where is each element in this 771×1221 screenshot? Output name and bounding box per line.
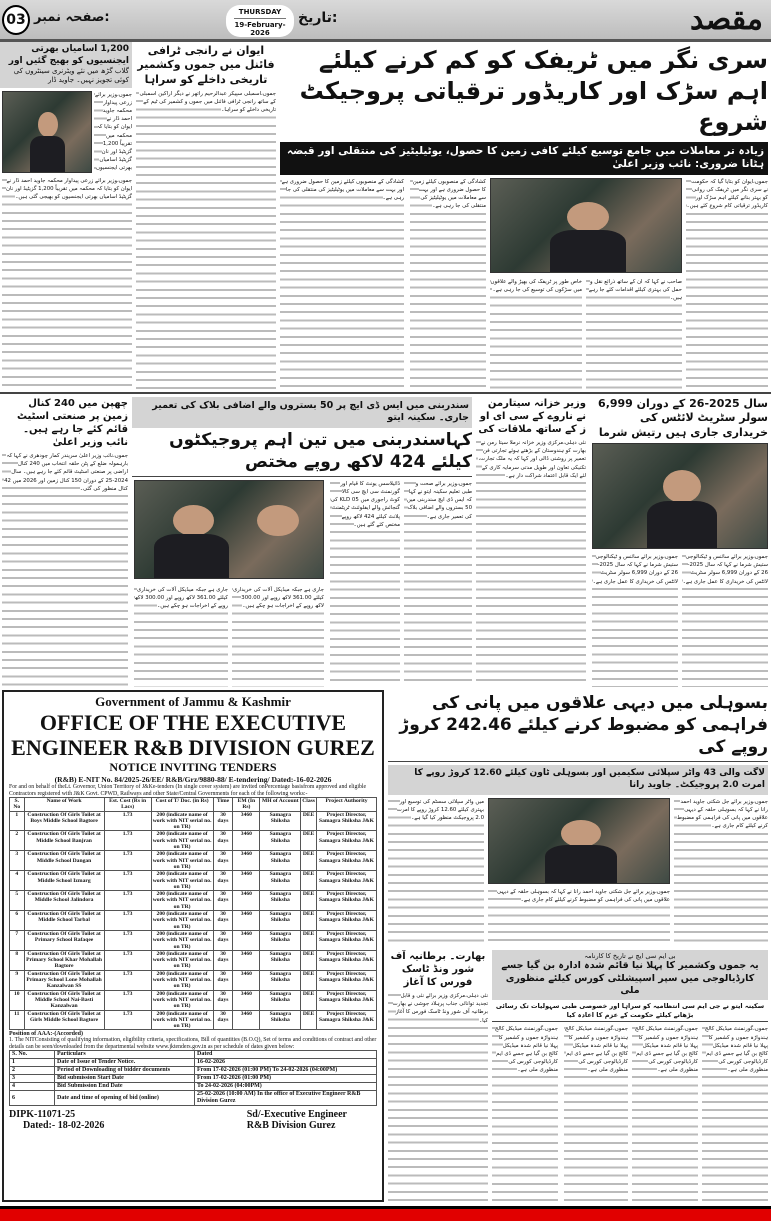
tender-cell: 30 days: [213, 911, 233, 931]
lead-body: [280, 178, 768, 390]
gmc-headline: یہ جموں وکشمیر کا پہلا نیا قائم شدہ ادارہ بن گیا جسے کارڈیالوجی میں سپر اسپیشلٹی کورس کیلئے منظوری ملی: [501, 960, 759, 997]
basohli-photo: [488, 798, 670, 884]
tender-cell: 200 (indicate name of work with NIT serial no. on TR): [152, 871, 212, 890]
tender-cell: 1.73: [104, 950, 151, 970]
tender-cell: DEE: [301, 891, 317, 911]
divider: [388, 761, 768, 762]
tender-cell: Project Director, Samagra Shiksha J&K: [317, 930, 377, 950]
tender-cell: 30 days: [213, 950, 233, 970]
schedule-header-row: [10, 1051, 377, 1059]
recruit-column: جموں،وزیر برائے زرعی پیداوار محکمہ جاوید احمد ڈار نے ایوان کو بتایا کہ محکمہ میں تقریباً 1,200 گزیٹیڈ اور نان گزیٹیڈ اسامیاں بھرتی ایجنسیوں کو بھیجی گئی ہیں۔: [2, 177, 132, 390]
tender-cell: Project Director, Samagra Shiksha J&K: [317, 871, 377, 891]
schedule-cell: Period of Downloading of bidder documents: [55, 1067, 195, 1075]
solar-body: [592, 443, 768, 687]
schedule-row: [10, 1091, 377, 1106]
industrial-story: [2, 397, 128, 687]
ranji-story: [136, 44, 276, 390]
gmc-story: [492, 950, 768, 1202]
sunderbani-story: [132, 397, 472, 687]
schedule-cell: 6: [10, 1091, 55, 1106]
tender-advertisement: [2, 690, 384, 1202]
tender-cell: 200 (indicate name of work with NIT serial no. on TR): [152, 911, 212, 930]
schedule-cell: 4: [10, 1083, 55, 1091]
tender-row: [10, 891, 377, 911]
basohli-story: [388, 692, 768, 946]
tender-column-header: S. No: [10, 798, 25, 812]
tender-cell: Samagra Shiksha: [260, 930, 301, 950]
tender-cell: Samagra Shiksha: [260, 811, 301, 831]
tender-cell: 1.73: [104, 930, 151, 950]
tender-row: [10, 990, 377, 1010]
basohli-column: جموں،وزیر برائے جل شکتی جاوید احمد رانا نے کہا کہ بسوہلی حلقہ کے دیہی علاقوں میں پانی کی فراہمی کو مضبوط کرنے کیلئے کام جاری ہے۔: [674, 798, 768, 946]
tender-row: [10, 851, 377, 871]
tender-cell: Construction Of Girls Toilet at Middle School Nai-Basti Kanzalwan: [24, 990, 104, 1010]
basohli-column: جموں،وزیر برائے جل شکتی جاوید احمد رانا نے کہا کہ بسوہلی حلقہ کے دیہی علاقوں میں پانی کی فراہمی کو مضبوط کرنے کیلئے کام جاری ہے۔: [488, 888, 670, 946]
recruit-header: [0, 42, 132, 88]
schedule-cell: Date and time of opening of bid (online): [55, 1091, 195, 1106]
tender-cell: Construction Of Girls Toilet at Primary School Khar Mohallah Bagtore: [24, 950, 104, 970]
tender-cell: 3: [10, 851, 25, 871]
footer-bar: [0, 1206, 771, 1221]
ranji-column: جموں،اسمبلی سپیکر عبدالرحیم راتھر نے دیگر اراکین اسمبلی کے ساتھ رانجی ٹرافی فائنل میں جموں و کشمیر کی ٹیم کے تاریخی داخلے کو سراہا۔: [136, 90, 276, 390]
tender-sign-1: Sd/-Executive Engineer: [246, 1109, 347, 1121]
gmc-subhead: سکینہ ایتو نے جی ایم سی انتظامیہ کو سراہا اور خصوصی طبی سہولیات تک رسائی بڑھانے کیلئے حکومت کے عزم کا اعادہ کیا: [492, 1000, 768, 1022]
schedule-table: [9, 1050, 377, 1106]
industrial-headline: چھپن میں 240 کنال زمین پر صنعتی اسٹیٹ قائم کئے جا رہے ہیں۔ نائب وزیر اعلیٰ: [16, 398, 128, 448]
tender-cell: 1.73: [104, 831, 151, 851]
tender-cell: Samagra Shiksha: [260, 891, 301, 911]
recruit-column: جموں،وزیر برائے زرعی پیداوار محکمہ جاوید احمد ڈار نے ایوان کو بتایا کہ محکمہ میں تقریباً 1,200 گزیٹیڈ اور نان گزیٹیڈ اسامیاں بھرتی ایجنسیوں: [94, 91, 132, 173]
date-box: [226, 5, 294, 37]
tender-cell: 3460: [233, 831, 260, 851]
solar-story: [592, 397, 768, 687]
page-number: 03: [2, 5, 30, 35]
tender-cell: 5: [10, 891, 25, 911]
sunderbani-headline: کہاسندربنی میں تین اہم پروجیکٹوں کیلئے 424 لاکھ روپے مختص: [169, 429, 472, 472]
basohli-body: [388, 798, 768, 946]
sunderbani-column: جاری ہے جبکہ میڈیکل آلات کی خریداری کیلئے 361.00 لاکھ روپے اور 300.00 لاکھ روپے کے اخراجات ہو چکے ہیں۔: [232, 586, 324, 688]
tender-cell: 3460: [233, 970, 260, 990]
tender-office-1: OFFICE OF THE EXECUTIVE: [39, 710, 347, 735]
tender-cell: DEE: [301, 1010, 317, 1030]
tender-cell: 1.73: [104, 851, 151, 871]
tender-cell: 3460: [233, 911, 260, 931]
sitharaman-story: [476, 397, 586, 687]
schedule-row: [10, 1075, 377, 1083]
lead-subhead: زیادہ تر معاملات میں جامع توسیع کیلئے کافی زمین کا حصول، یوٹیلیٹیز کی منتقلی اور قبضہ ہٹانا ضروری: نائب وزیر اعلیٰ: [280, 142, 768, 175]
schedule-cell: 16-02-2026: [195, 1059, 377, 1067]
tender-cell: DEE: [301, 990, 317, 1010]
schedule-row: [10, 1059, 377, 1067]
tender-row: [10, 1010, 377, 1030]
sunderbani-photo: [134, 480, 324, 579]
schedule-header: Dated: [195, 1051, 377, 1059]
divider: [0, 392, 771, 394]
tender-cell: 30 days: [213, 1010, 233, 1030]
tender-cell: Project Director, Samagra Shiksha J&K: [317, 990, 377, 1010]
lead-column: جموں،ایوان کو بتایا گیا کہ حکومت نے سری نگر میں ٹریفک کی روانی کو بہتر بنانے کیلئے اہم سڑک اور کاریڈور ترقیاتی کام شروع کئے ہیں۔: [686, 178, 768, 390]
windforce-story: [388, 950, 488, 1202]
sitharaman-body: [476, 439, 586, 687]
windforce-headline: بھارت۔ برطانیہ آف شور ونڈ ٹاسک فورس کا آغاز: [390, 951, 486, 988]
tender-cell: 30 days: [213, 930, 233, 950]
weekday: THURSDAY: [238, 8, 282, 16]
tender-cell: Project Director, Samagra Shiksha J&K: [317, 831, 377, 851]
tender-gov: Government of Jammu & Kashmir: [95, 694, 291, 709]
tender-cell: 30 days: [213, 871, 233, 891]
tender-dipk: DIPK-11071-25: [9, 1109, 76, 1121]
tender-cell: 30 days: [213, 851, 233, 871]
tender-cell: Construction Of Girls Toilet at Middle School Tarbal: [24, 911, 104, 931]
recruit-photo: [2, 91, 92, 173]
lead-headline: سری نگر میں ٹریفک کو کم کرنے کیلئے اہم سڑک اور کاریڈور ترقیاتی پروجیکٹ شروع: [299, 46, 768, 137]
sunderbani-body: [132, 480, 472, 687]
tender-cell: Construction Of Girls Toilet at Primary School Rafaqee: [24, 930, 104, 950]
tender-column-header: Name of Work: [24, 798, 104, 812]
sitharaman-headline: وزیر خزانہ سیتارمن نے ناروے کے سی ای او ز کے ساتھ ملاقات کی: [478, 398, 586, 435]
tender-cell: 200 (indicate name of work with NIT serial no. on TR): [152, 891, 212, 910]
tender-cell: 3460: [233, 930, 260, 950]
tender-cell: 3460: [233, 950, 260, 970]
tender-cell: 3460: [233, 811, 260, 831]
tender-cell: 3460: [233, 871, 260, 891]
tender-cell: Construction Of Girls Toilet at Middle School Izmarg: [24, 871, 104, 891]
tender-cell: 30 days: [213, 990, 233, 1010]
tender-cell: Project Director, Samagra Shiksha J&K: [317, 950, 377, 970]
tender-cell: DEE: [301, 811, 317, 831]
tender-row: [10, 970, 377, 990]
tender-cell: Construction Of Girls Toilet at Girls Middle School Bagtore: [24, 1010, 104, 1030]
tender-cell: 30 days: [213, 970, 233, 990]
solar-headline: سال 2025-26 کے دوران 6,999 سولر سٹریٹ لائٹس کی خریداری جاری ہیں رتیش شرما: [598, 397, 768, 439]
tender-intro: For and on behalf of theLt. Governor, Union Territory of J&Ke-tenders (In single cover system) are invited onPercentage basisfrom approved and eligible Contractors registered with J&K Govt. CPWD, Railways and other State/Central Governments for each of the following works:-: [9, 784, 367, 797]
solar-column: جموں،وزیر برائے سائنس و ٹیکنالوجی ستیش شرما نے کہا کہ سال 2025-26 کے دوران 6,999 سولر سٹریٹ لائٹس کی خریداری کا عمل جاری ہے۔: [592, 553, 678, 687]
tender-aaa: Position of AAA:-(Accorded): [9, 1031, 83, 1038]
tender-cell: 1.73: [104, 891, 151, 911]
recruit-body: [0, 91, 132, 390]
tender-cell: Samagra Shiksha: [260, 871, 301, 891]
newspaper-logo: مقصد: [689, 2, 763, 37]
tender-cell: 200 (indicate name of work with NIT serial no. on TR): [152, 970, 212, 990]
schedule-cell: Date of Issue of Tender Notice.: [55, 1059, 195, 1067]
lead-story: [280, 45, 768, 390]
tender-cell: 1.73: [104, 911, 151, 931]
tender-cell: 3460: [233, 990, 260, 1010]
tender-cell: 200 (indicate name of work with NIT serial no. on TR): [152, 851, 212, 870]
date-label: تاریخ:: [298, 10, 338, 26]
gmc-column: جموں،گورنمنٹ میڈیکل کالج ہندواڑہ جموں و کشمیر کا پہلا نیا قائم شدہ میڈیکل کالج بن گیا ہے جسے ڈی ایم کارڈیالوجی کورس کی منظوری ملی ہے۔: [564, 1025, 628, 1202]
schedule-cell: Bid submission Start Date: [55, 1075, 195, 1083]
tender-cell: DEE: [301, 930, 317, 950]
tender-row: [10, 911, 377, 931]
basohli-subhead: لاگت والی 43 واٹر سپلائی سکیمیں اور بسوہلی ٹاون کیلئے 12.60 کروڑ روپے کا امرت 2.0 پروجیکٹ۔ جاوید رانا: [388, 765, 768, 794]
sunderbani-band: سندربنی میں ایس ڈی ایچ پر 50 بستروں والے اضافی بلاک کی تعمیر جاری۔ سکینہ ایتو: [132, 397, 472, 428]
tender-cell: 200 (indicate name of work with NIT serial no. on TR): [152, 990, 212, 1010]
tender-cell: Construction Of Girls Toilet at Primary School Lone Mohallah Kanzalwan SS: [24, 970, 104, 990]
tender-cell: Samagra Shiksha: [260, 1010, 301, 1030]
tender-cell: 200 (indicate name of work with NIT serial no. on TR): [152, 1010, 212, 1030]
tender-table: [9, 797, 377, 1030]
lead-column: صاحب نے کہا کہ ان کے ساتھ ذرائع نقل و حمل کی بہتری کیلئے اقدامات کئے جا رہے ہیں۔: [586, 278, 682, 390]
tender-cell: DEE: [301, 950, 317, 970]
tender-cell: Construction Of Girls Toilet at Middle School Jalindora: [24, 891, 104, 911]
tender-cell: Samagra Shiksha: [260, 831, 301, 851]
tender-cell: 3460: [233, 1010, 260, 1030]
schedule-row: [10, 1083, 377, 1091]
solar-photo: [592, 443, 768, 549]
schedule-cell: From 17-02-2026 (01:00 PM): [195, 1075, 377, 1083]
tender-row: [10, 831, 377, 851]
tender-cell: 30 days: [213, 891, 233, 911]
tender-cell: 200 (indicate name of work with NIT serial no. on TR): [152, 950, 212, 970]
gmc-column: جموں،گورنمنٹ میڈیکل کالج ہندواڑہ جموں و کشمیر کا پہلا نیا قائم شدہ میڈیکل کالج بن گیا ہے جسے ڈی ایم کارڈیالوجی کورس کی منظوری ملی ہے۔: [702, 1025, 768, 1202]
tender-cell: Samagra Shiksha: [260, 990, 301, 1010]
tender-cell: DEE: [301, 970, 317, 990]
tender-cell: 30 days: [213, 831, 233, 851]
schedule-cell: Bid Submission End Date: [55, 1083, 195, 1091]
page-label: صفحہ نمبر:: [34, 10, 110, 25]
tender-column-header: Class: [301, 798, 317, 812]
tender-cell: Project Director, Samagra Shiksha J&K: [317, 851, 377, 871]
tender-cell: 6: [10, 911, 25, 931]
lead-column: خاص طور پر ٹریفک کی بھیڑ والے علاقوں میں سڑکوں کی توسیع کی جا رہی ہے۔: [490, 278, 582, 390]
gmc-body: [492, 1025, 768, 1202]
schedule-cell: 3: [10, 1075, 55, 1083]
tender-cell: Project Director, Samagra Shiksha J&K: [317, 1010, 377, 1030]
tender-cell: Project Director, Samagra Shiksha J&K: [317, 911, 377, 931]
tender-cell: 10: [10, 990, 25, 1010]
tender-cell: 1.73: [104, 970, 151, 990]
tender-column-header: Time: [213, 798, 233, 812]
tender-cell: Samagra Shiksha: [260, 950, 301, 970]
tender-cell: DEE: [301, 831, 317, 851]
tender-cell: 200 (indicate name of work with NIT serial no. on TR): [152, 831, 212, 851]
tender-cell: 200 (indicate name of work with NIT serial no. on TR): [152, 811, 212, 831]
tender-nit: (R&B) E-NIT No. 84/2025-26/EE/ R&B/Grz/9880-88/ E-tendering/ Dated:-16-02-2026: [54, 775, 332, 784]
tender-cell: 9: [10, 970, 25, 990]
masthead: [0, 0, 771, 42]
ranji-body: [136, 90, 276, 390]
recruit-story: [0, 42, 132, 390]
industrial-body: [2, 452, 128, 687]
sunderbani-column: ڈائیلاسس یونٹ کا قیام اور گورنمنٹ سی ایچ سی کالا کوٹ راجوری میں 05 KLD کی گنجائش والے ایفلوئنٹ ٹریٹمنٹ پلانٹ کیلئے 424 لاکھ روپے مختص کئے گئے ہیں۔: [330, 480, 400, 687]
tender-cell: 11: [10, 1010, 25, 1030]
lead-column: کشادگی کے منصوبوں کیلئے زمین کا حصول ضروری ہے اور بہت سے معاملات میں یوٹیلیٹیز کی منتقلی کی جا رہی ہے۔: [410, 178, 486, 390]
tender-office-2: ENGINEER R&B DIVISION GUREZ: [11, 735, 375, 760]
tender-cell: 4: [10, 871, 25, 891]
tender-column-header: MH of Account: [260, 798, 301, 812]
schedule-cell: 25-02-2026 (10:00 AM) In the office of Executive Engineer R&B Division Gurez: [195, 1091, 377, 1106]
issue-date: 19-February-2026: [234, 21, 286, 37]
tender-cell: 8: [10, 950, 25, 970]
schedule-row: [10, 1067, 377, 1075]
divider: [132, 476, 472, 477]
tender-cell: 3460: [233, 891, 260, 911]
tender-column-header: Project Authority: [317, 798, 377, 812]
tender-title: NOTICE INVITING TENDERS: [109, 760, 277, 774]
tender-cell: 3460: [233, 851, 260, 871]
tender-column-header: Est. Cost (Rs in Lacs): [104, 798, 151, 812]
recruit-subhead: گلاب گڑھ میں نئے ویٹرنری سینٹروں کی کوئی تجویز نہیں۔ جاوید ڈار: [13, 67, 129, 85]
windforce-body: [388, 992, 488, 1202]
gmc-column: جموں،گورنمنٹ میڈیکل کالج ہندواڑہ جموں و کشمیر کا پہلا نیا قائم شدہ میڈیکل کالج بن گیا ہے جسے ڈی ایم کارڈیالوجی کورس کی منظوری ملی ہے۔: [492, 1025, 558, 1202]
gmc-header: [492, 950, 768, 1000]
lead-column: کشادگی کے منصوبوں کیلئے زمین کا حصول ضروری ہے اور بہت سے معاملات میں یوٹیلیٹیز کی منتقلی کی جا رہی ہے۔: [280, 178, 404, 390]
sunderbani-column: جموں،وزیر برائے صحت و طبی تعلیم سکینہ ایتو نے کہا کہ ایس ڈی ایچ سندربنی میں 50 بستروں والے اضافی بلاک کی تعمیر جاری ہے۔: [404, 480, 472, 687]
tender-cell: 1.73: [104, 871, 151, 891]
tender-cell: 30 days: [213, 811, 233, 831]
tender-row: [10, 871, 377, 891]
tender-cell: Project Director, Samagra Shiksha J&K: [317, 970, 377, 990]
schedule-cell: From 17-02-2026 (01:00 PM) To 24-02-2026 (04:00PM): [195, 1067, 377, 1075]
schedule-cell: To 24-02-2026 (04:00PM): [195, 1083, 377, 1091]
schedule-cell: 1: [10, 1059, 55, 1067]
tender-row: [10, 930, 377, 950]
tender-cell: 1.73: [104, 990, 151, 1010]
tender-note: 1. The NITConsisting of qualifying information, eligibility criteria, specifications, Bill of quantities (B.O.Q), Set of terms and conditions of contract and other details can be seen/downloaded from the departmental website www.jktenders.gov.in as per schedule of dates given below:: [9, 1037, 377, 1050]
tender-cell: Samagra Shiksha: [260, 970, 301, 990]
basohli-headline: بسوہلی میں دیہی علاقوں میں پانی کی فراہمی کو مضبوط کرنے کیلئے 242.46 کروڑ روپے کی: [399, 693, 768, 758]
tender-cell: DEE: [301, 911, 317, 931]
tender-row: [10, 811, 377, 831]
sitharaman-column: نئی دہلی،مرکزی وزیر خزانہ نرملا سیتا رمن نے بھارت کو ہندوستان کے بڑھتے ہوئے تجارتی فن تعمیر پر روشنی ڈالی اور کہا کہ یہ ملک تجارت، تکنیکی تعاون اور طویل مدتی سرمایہ کاری کے لئے ایک قابل اعتماد شراکت دار ہے۔: [476, 439, 586, 687]
solar-column: جموں،وزیر برائے سائنس و ٹیکنالوجی ستیش شرما نے کہا کہ سال 2025-26 کے دوران 6,999 سولر سٹریٹ لائٹس کی خریداری کا عمل جاری ہے۔: [682, 553, 768, 687]
ranji-headline: ایوان نے رانجی ٹرافی فائنل میں جموں وکشمیر تاریخی داخلے کو سراہا: [137, 44, 275, 86]
tender-cell: Samagra Shiksha: [260, 851, 301, 871]
sunderbani-column: جاری ہے جبکہ میڈیکل آلات کی خریداری کیلئے 361.00 لاکھ روپے اور 300.00 لاکھ روپے کے اخراجات ہو چکے ہیں۔: [134, 586, 228, 688]
tender-cell: Construction Of Girls Toilet at Middle School Dangan: [24, 851, 104, 871]
tender-cell: Samagra Shiksha: [260, 911, 301, 931]
tender-dated: Dated:- 18-02-2026: [23, 1120, 105, 1132]
tender-cell: 200 (indicate name of work with NIT serial no. on TR): [152, 930, 212, 950]
tender-cell: Project Director, Samagra Shiksha J&K: [317, 891, 377, 911]
gmc-kicker: بی ایم سی ایچ نے تاریخ کا کارنامہ: [584, 952, 676, 960]
recruit-headline: 1,200 اسامیاں بھرتی ایجنسیوں کو بھیج گئیں اور: [8, 44, 129, 66]
tender-cell: Project Director, Samagra Shiksha J&K: [317, 811, 377, 831]
tender-cell: 2: [10, 831, 25, 851]
tender-cell: DEE: [301, 871, 317, 891]
tender-cell: 1: [10, 811, 25, 831]
schedule-header: S. No.: [10, 1051, 55, 1059]
gmc-column: جموں،گورنمنٹ میڈیکل کالج ہندواڑہ جموں و کشمیر کا پہلا نیا قائم شدہ میڈیکل کالج بن گیا ہے جسے ڈی ایم کارڈیالوجی کورس کی منظوری ملی ہے۔: [632, 1025, 698, 1202]
schedule-header: Particulars: [55, 1051, 195, 1059]
windforce-column: نئی دہلی،مرکزی وزیر برائے نئی و قابل تجدید توانائی جناب پرہلاد جوشی نے بھارت برطانیہ آف شور ونڈ ٹاسک فورس کا آغاز کیا۔: [388, 992, 488, 1202]
tender-column-header: Cost of T/ Doc. (in Rs): [151, 798, 213, 812]
schedule-cell: 2: [10, 1067, 55, 1075]
tender-cell: 7: [10, 930, 25, 950]
tender-cell: 1.73: [104, 811, 151, 831]
tender-sign-2: R&B Division Gurez: [246, 1120, 336, 1132]
basohli-column: میں واٹر سپلائی سسٹم کی توسیع اور بہتری کیلئے 12.60 کروڑ روپے کا امرت 2.0 پروجیکٹ منظور کیا گیا ہے۔: [388, 798, 484, 946]
industrial-column: جموں،نائب وزیر اعلیٰ سریندر کمار چودھری نے کہا کہ بارہمولہ ضلع کے پٹن حلقہ انتخاب میں 240 کنال اراضی پر صنعتی اسٹیٹ قائم کئے جا رہے ہیں۔ سال 2024-25 کے دوران 150 کنال زمین اور 2026 میں 42 کنال منظور کی گئی۔: [2, 452, 128, 687]
tender-row: [10, 950, 377, 970]
tender-cell: Construction Of Girls Toilet at Middle School Banjran: [24, 831, 104, 851]
tender-column-header: EM (In Rs): [233, 798, 260, 812]
tender-cell: 1.73: [104, 1010, 151, 1030]
lead-photo: [490, 178, 682, 273]
tender-cell: Construction Of Girls Toilet at Boys Middle School Bagtore: [24, 811, 104, 831]
tender-cell: DEE: [301, 851, 317, 871]
